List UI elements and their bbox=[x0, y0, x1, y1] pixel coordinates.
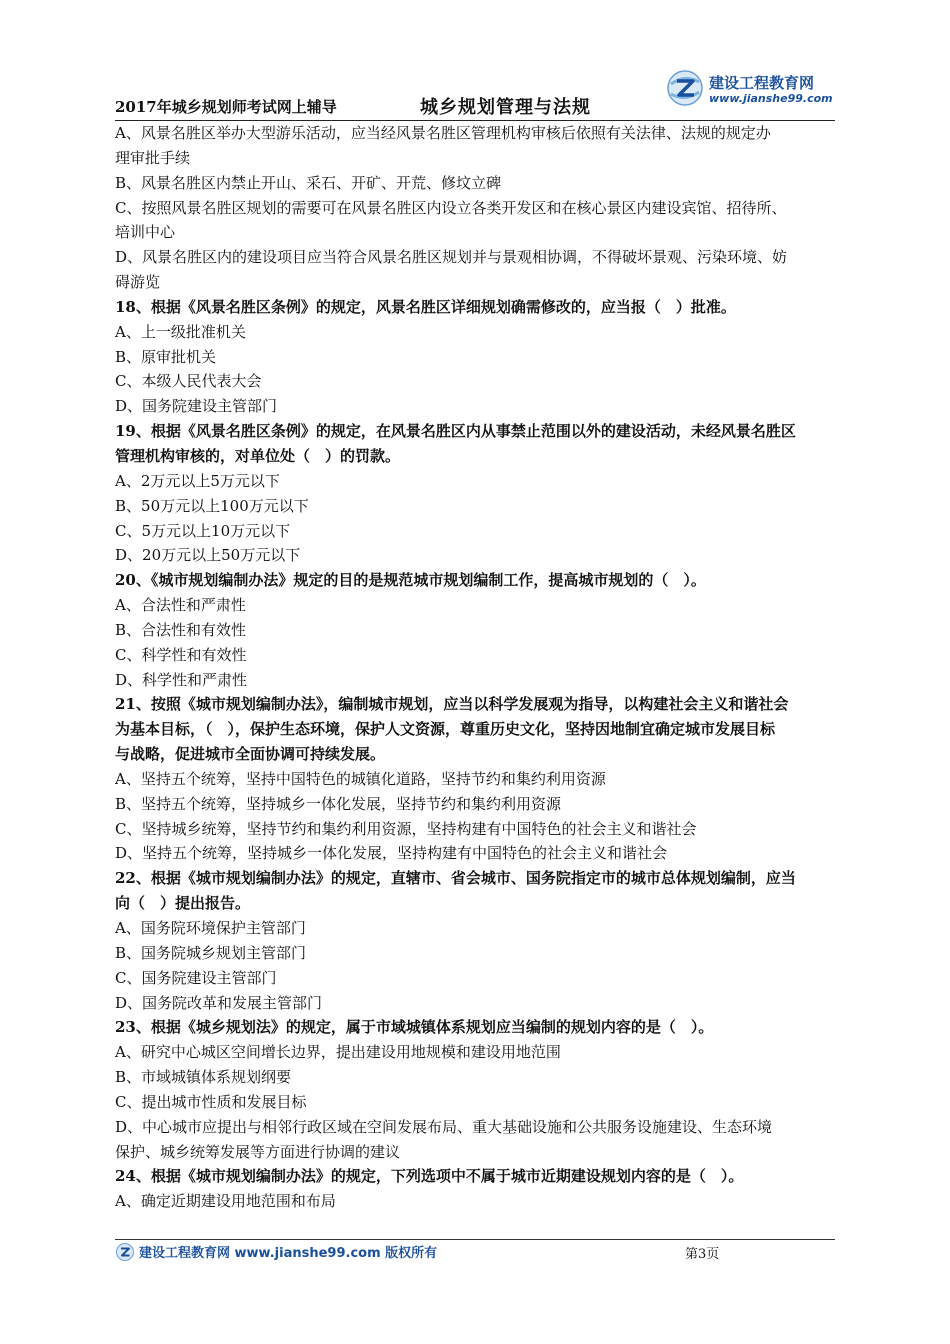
option-text-line: B、合法性和有效性 bbox=[115, 620, 247, 639]
option-text-line: A、风景名胜区举办大型游乐活动，应当经风景名胜区管理机构审核后依照有关法律、法规的规定办 bbox=[115, 124, 771, 142]
option-text-line: B、50万元以上100万元以下 bbox=[115, 496, 309, 515]
option-text-line: C、坚持城乡统筹，坚持节约和集约利用资源，坚持构建有中国特色的社会主义和谐社会 bbox=[115, 819, 697, 838]
option-text-line: D、国务院改革和发展主管部门 bbox=[115, 993, 323, 1012]
option-text-line: C、5万元以上10万元以下 bbox=[115, 521, 291, 540]
question-text-line: 21、按照《城市规划编制办法》，编制城市规划，应当以科学发展观为指导，以构建社会主义和谐社会 bbox=[115, 695, 789, 714]
option-text-line: B、原审批机关 bbox=[115, 347, 217, 366]
footer-divider bbox=[115, 1239, 835, 1240]
option-text-line: D、中心城市应提出与相邻行政区域在空间发展布局、重大基础设施和公共服务设施建设、生态环境 bbox=[115, 1117, 773, 1136]
option-text-line: A、确定近期建设用地范围和布局 bbox=[115, 1192, 336, 1211]
logo-site-url: www.jianshe99.com bbox=[709, 92, 833, 105]
page-header bbox=[115, 60, 835, 122]
question-text-line: 18、根据《风景名胜区条例》的规定，风景名胜区详细规划确需修改的，应当报（ ）批准。 bbox=[115, 297, 736, 316]
question-text-line: 为基本目标，（ ），保护生态环境，保护人文资源，尊重历史文化，坚持因地制宜确定城市发展目标 bbox=[115, 720, 776, 739]
option-text-line: A、合法性和严肃性 bbox=[115, 596, 246, 615]
option-text-line: B、风景名胜区内禁止开山、采石、开矿、开荒、修坟立碑 bbox=[115, 173, 502, 192]
option-text-line: C、科学性和有效性 bbox=[115, 645, 247, 664]
globe-logo-icon bbox=[115, 1242, 135, 1262]
option-text-line: 保护、城乡统筹发展等方面进行协调的建议 bbox=[115, 1142, 401, 1161]
option-text-line: C、按照风景名胜区规划的需要可在风景名胜区内设立各类开发区和在核心景区内建设宾馆、招待所、 bbox=[115, 198, 787, 217]
site-logo[interactable] bbox=[665, 68, 835, 108]
footer-copyright: 建设工程教育网 www.jianshe99.com 版权所有 bbox=[139, 1246, 438, 1261]
option-text-line: 碍游览 bbox=[115, 273, 161, 292]
option-text-line: A、研究中心城区空间增长边界，提出建设用地规模和建设用地范围 bbox=[115, 1043, 561, 1062]
option-text-line: A、2万元以上5万元以下 bbox=[115, 471, 280, 490]
page-footer bbox=[115, 1234, 835, 1264]
globe-logo-icon bbox=[665, 68, 705, 108]
logo-site-name: 建设工程教育网 bbox=[709, 74, 815, 92]
question-text-line: 22、根据《城市规划编制办法》的规定，直辖市、省会城市、国务院指定市的城市总体规划编制，应当 bbox=[115, 869, 796, 888]
option-text-line: 理审批手续 bbox=[115, 148, 191, 167]
option-text-line: C、本级人民代表大会 bbox=[115, 372, 262, 391]
option-text-line: D、风景名胜区内的建设项目应当符合风景名胜区规划并与景观相协调，不得破坏景观、污染环境、妨 bbox=[115, 248, 788, 267]
page-number: 第3页 bbox=[685, 1247, 720, 1262]
option-text-line: C、提出城市性质和发展目标 bbox=[115, 1092, 307, 1111]
option-text-line: C、国务院建设主管部门 bbox=[115, 968, 277, 987]
question-text-line: 向（ ）提出报告。 bbox=[115, 894, 251, 913]
question-content bbox=[115, 121, 837, 1214]
question-text-line: 与战略，促进城市全面协调可持续发展。 bbox=[115, 745, 386, 764]
header-exam-title: 2017年城乡规划师考试网上辅导 bbox=[115, 98, 337, 116]
question-text-line: 20、《城市规划编制办法》规定的目的是规范城市规划编制工作，提高城市规划的（ ）。 bbox=[115, 571, 706, 590]
option-text-line: D、坚持五个统筹，坚持城乡一体化发展，坚持构建有中国特色的社会主义和谐社会 bbox=[115, 844, 668, 863]
option-text-line: D、20万元以上50万元以下 bbox=[115, 546, 301, 565]
question-text-line: 19、根据《风景名胜区条例》的规定，在风景名胜区内从事禁止范围以外的建设活动，未经风景名胜区 bbox=[115, 422, 796, 441]
question-text-line: 23、根据《城乡规划法》的规定，属于市域城镇体系规划应当编制的规划内容的是（ ）。 bbox=[115, 1018, 714, 1037]
question-text-line: 24、根据《城市规划编制办法》的规定，下列选项中不属于城市近期建设规划内容的是（ ）。 bbox=[115, 1167, 744, 1186]
question-text-line: 管理机构审核的，对单位处（ ）的罚款。 bbox=[115, 446, 401, 465]
option-text-line: A、国务院环境保护主管部门 bbox=[115, 919, 306, 937]
option-text-line: A、上一级批准机关 bbox=[115, 322, 246, 341]
option-text-line: B、坚持五个统筹，坚持城乡一体化发展，坚持节约和集约利用资源 bbox=[115, 794, 562, 813]
option-text-line: B、市域城镇体系规划纲要 bbox=[115, 1068, 292, 1087]
option-text-line: A、坚持五个统筹，坚持中国特色的城镇化道路，坚持节约和集约利用资源 bbox=[115, 769, 606, 788]
option-text-line: 培训中心 bbox=[115, 223, 176, 242]
option-text-line: D、国务院建设主管部门 bbox=[115, 397, 278, 416]
header-subject-title: 城乡规划管理与法规 bbox=[420, 97, 591, 118]
option-text-line: B、国务院城乡规划主管部门 bbox=[115, 943, 307, 962]
option-text-line: D、科学性和严肃性 bbox=[115, 670, 248, 689]
